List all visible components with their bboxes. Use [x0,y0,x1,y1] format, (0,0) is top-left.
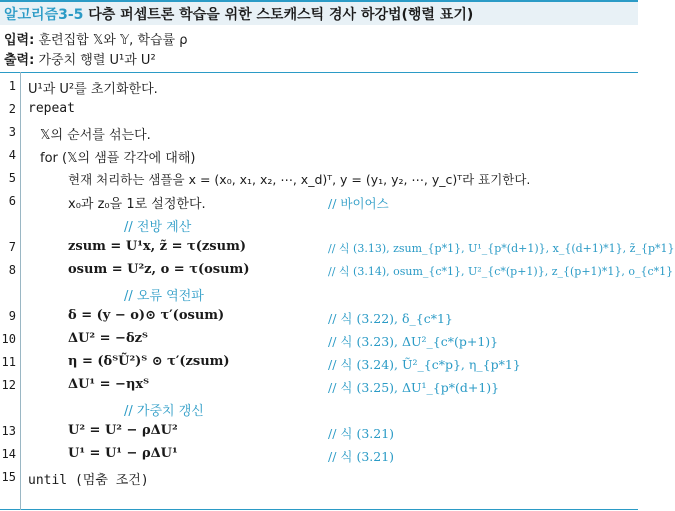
section-comment-row [0,214,638,237]
code-line [0,260,674,283]
code-line [0,76,638,99]
code-line [0,168,638,191]
code-text: U² = U² − ρΔU² [68,423,178,438]
line-number: 8 [8,263,16,277]
line-number: 13 [1,424,16,438]
line-number: 7 [8,240,16,254]
code-text: osum = U²z, o = τ(osum) [68,262,250,277]
code-line [0,467,638,490]
line-number: 2 [8,102,16,116]
code-text: 𝕏의 순서를 섞는다. [40,128,151,143]
code-text: until (멈춤 조건) [28,473,149,488]
line-number: 4 [8,148,16,162]
line-number: 5 [8,171,16,185]
code-line [0,329,638,352]
code-line [0,444,638,467]
line-number: 15 [1,470,16,484]
line-number: 1 [8,79,16,93]
section-backward: // 오류 역전파 [124,289,204,304]
code-text: x₀과 z₀을 1로 설정한다. [68,197,206,212]
code-line [0,306,638,329]
code-line [0,421,638,444]
code-text: 현재 처리하는 샘플을 x = (x₀, x₁, x₂, ⋯, x_d)ᵀ, y = (y₁, y₂, ⋯, y_c)ᵀ라 표기한다. [68,172,531,187]
code-comment: // 식 (3.21) [328,449,395,464]
line-number: 3 [8,125,16,139]
section-comment-row [0,398,638,421]
code-text: U¹과 U²를 초기화한다. [28,82,158,97]
code-line [0,99,638,122]
code-comment: // 식 (3.23), ΔU²_{c*(p+1)} [328,334,499,349]
section-comment-row [0,283,638,306]
code-text: ΔU¹ = −ηxᵀ [68,377,150,392]
code-line [0,145,638,168]
line-number: 11 [1,355,16,369]
code-text: repeat [28,101,75,116]
code-text: η = (δᵀŨ²)ᵀ ⊙ τ′(zsum) [68,354,230,369]
code-text: δ = (y − o)⊙ τ′(osum) [68,308,225,323]
code-text: ΔU² = −δzᵀ [68,331,148,346]
code-text: U¹ = U¹ − ρΔU¹ [68,446,178,461]
code-comment: // 식 (3.22), δ_{c*1} [328,311,453,326]
code-comment: // 식 (3.21) [328,426,395,441]
code-text: zsum = U¹x, z̃ = τ(zsum) [68,239,246,254]
code-comment: // 식 (3.24), Ũ²_{c*p}, η_{p*1} [328,357,521,372]
line-number: 9 [8,309,16,323]
algorithm-number: 알고리즘3-5 [4,7,84,23]
code-comment: // 바이어스 [328,196,389,211]
algorithm-title-text: 다층 퍼셉트론 학습을 위한 스토캐스틱 경사 하강법(행렬 표기) [83,7,474,23]
input-line [4,29,188,48]
code-line [0,375,638,398]
line-number: 14 [1,447,16,461]
code-line [0,352,638,375]
code-line [0,191,638,214]
code-comment: // 식 (3.25), ΔU¹_{p*(d+1)} [328,380,500,395]
code-comment: // 식 (3.13), zsum_{p*1}, U¹_{p*(d+1)}, x_{(d+1)*1}, z̃_{p*1} [328,242,675,255]
code-text: for (𝕏의 샘플 각각에 대해) [40,151,196,166]
section-forward: // 전방 계산 [124,220,192,235]
output-label: 출력: [4,53,35,68]
algorithm-title [4,4,473,24]
line-number: 10 [1,332,16,346]
code-line [0,237,675,260]
line-number: 12 [1,378,16,392]
output-line [4,49,156,68]
algorithm-header [0,0,638,25]
code-line [0,122,638,145]
code-comment: // 식 (3.14), osum_{c*1}, U²_{c*(p+1)}, z_{(p+1)*1}, o_{c*1} [328,265,674,278]
output-text: 가중치 행렬 U¹과 U² [34,53,156,68]
section-update: // 가중치 갱신 [124,404,204,419]
input-label: 입력: [4,33,35,48]
input-text: 훈련집합 𝕏와 𝕐, 학습률 ρ [34,33,188,48]
line-number: 6 [8,194,16,208]
